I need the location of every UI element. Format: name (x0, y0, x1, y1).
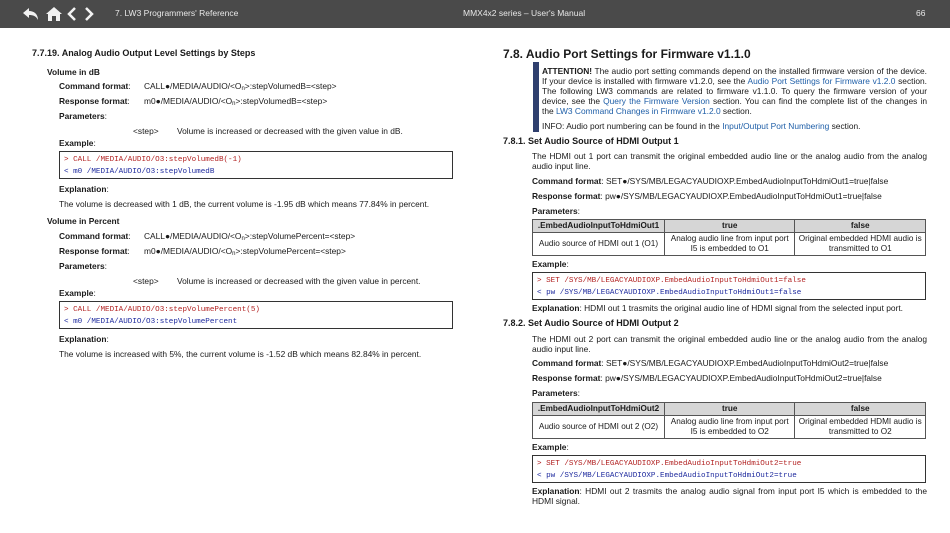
subheading-volume-percent: Volume in Percent (47, 216, 120, 226)
example-request-line: > SET /SYS/MB/LEGACYAUDIOXP.EmbedAudioInputToHdmiOut2=true (537, 460, 802, 468)
example-request-line: > CALL /MEDIA/AUDIO/O3:stepVolumedB(-1) (64, 156, 242, 164)
section-heading-7-8-1: 7.8.1. Set Audio Source of HDMI Output 1 (503, 136, 679, 146)
document-title: MMX4x2 series – User's Manual (463, 8, 586, 18)
parameters-label: Parameters: (532, 206, 580, 216)
command-format-value: CALL●/MEDIA/AUDIO/<On>:stepVolumedB=<step> (144, 81, 337, 92)
table-cell: Audio source of HDMI out 1 (O1) (533, 233, 665, 256)
explanation-label: Explanation: (59, 334, 109, 344)
chevron-left-icon[interactable] (65, 4, 79, 24)
parameter-name: <step> (133, 126, 159, 136)
example-code-box (532, 455, 926, 483)
table-cell: Analog audio line from input port I5 is embedded to O1 (664, 233, 795, 256)
example-code-box (532, 272, 926, 300)
explanation-text: The volume is decreased with 1 dB, the current volume is -1.95 dB which means 77.84% in percent. (59, 199, 430, 209)
table-header-cell: .EmbedAudioInputToHdmiOut1 (533, 220, 665, 233)
example-label: Example: (59, 288, 96, 298)
response-format: Response format: pw●/SYS/MB/LEGACYAUDIOXP.EmbedAudioInputToHdmiOut1=true|false (532, 191, 882, 201)
response-format-label: Response format: (59, 96, 130, 106)
table-cell: Analog audio line from input port I5 is embedded to O2 (664, 416, 795, 439)
table-header-cell: .EmbedAudioInputToHdmiOut2 (533, 403, 665, 416)
parameters-label: Parameters: (59, 261, 107, 271)
command-format-label: Command format: (59, 231, 131, 241)
section-heading-7-7-19: 7.7.19. Analog Audio Output Level Settings by Steps (32, 48, 256, 58)
page-number: 66 (916, 8, 926, 18)
subheading-volume-db: Volume in dB (47, 67, 100, 77)
explanation-text: The volume is increased with 5%, the current volume is -1.52 dB which means 82.84% in percent. (59, 349, 422, 359)
table-cell: Original embedded HDMI audio is transmitted to O2 (795, 416, 926, 439)
example-request-line: > CALL /MEDIA/AUDIO/O3:stepVolumePercent(5) (64, 306, 260, 314)
example-code-box (59, 301, 453, 329)
table-header-row (533, 403, 926, 416)
command-format: Command format: SET●/SYS/MB/LEGACYAUDIOXP.EmbedAudioInputToHdmiOut2=true|false (532, 358, 889, 368)
response-format: Response format: pw●/SYS/MB/LEGACYAUDIOXP.EmbedAudioInputToHdmiOut2=true|false (532, 373, 882, 383)
section-description: The HDMI out 1 port can transmit the original embedded audio line or the analog audio from the analog audio input line. (532, 151, 927, 171)
example-label: Example: (532, 442, 569, 452)
top-navigation-bar (0, 0, 950, 28)
chevron-right-icon[interactable] (82, 4, 96, 24)
section-description: The HDMI out 2 port can transmit the original embedded audio line or the analog audio from the analog audio input line. (532, 334, 927, 354)
table-header-row (533, 220, 926, 233)
command-format: Command format: SET●/SYS/MB/LEGACYAUDIOXP.EmbedAudioInputToHdmiOut1=true|false (532, 176, 889, 186)
breadcrumb[interactable]: 7. LW3 Programmers' Reference (115, 8, 239, 18)
example-request-line: > SET /SYS/MB/LEGACYAUDIOXP.EmbedAudioInputToHdmiOut1=false (537, 277, 806, 285)
example-response-line: < pw /SYS/MB/LEGACYAUDIOXP.EmbedAudioInputToHdmiOut2=true (537, 472, 797, 480)
table-header-cell: true (664, 220, 795, 233)
return-icon[interactable] (20, 4, 42, 24)
response-format-value: m0●/MEDIA/AUDIO/<On>:stepVolumedB=<step> (144, 96, 328, 107)
link-audio-port-v120[interactable]: Audio Port Settings for Firmware v1.2.0 (747, 76, 896, 86)
parameters-label: Parameters: (532, 388, 580, 398)
table-row (533, 416, 926, 439)
explanation-label: Explanation: (59, 184, 109, 194)
table-cell: Audio source of HDMI out 2 (O2) (533, 416, 665, 439)
command-format-label: Command format: (59, 81, 131, 91)
example-code-box (59, 151, 453, 179)
explanation: Explanation: HDMI out 1 trasmits the original audio line of HDMI signal from the selected input port. (532, 303, 903, 313)
link-lw3-command-changes[interactable]: LW3 Command Changes in Firmware v1.2.0 (555, 106, 721, 116)
table-header-cell: true (664, 403, 795, 416)
example-label: Example: (532, 259, 569, 269)
parameter-table (532, 402, 926, 439)
link-query-firmware[interactable]: Query the Firmware Version (603, 96, 710, 106)
parameters-label: Parameters: (59, 111, 107, 121)
example-response-line: < m0 /MEDIA/AUDIO/O3:stepVolumePercent (64, 318, 238, 326)
parameter-description: Volume is increased or decreased with the given value in percent. (177, 276, 421, 286)
attention-bar (533, 62, 539, 132)
example-label: Example: (59, 138, 96, 148)
table-header-cell: false (795, 403, 926, 416)
parameter-name: <step> (133, 276, 159, 286)
example-response-line: < m0 /MEDIA/AUDIO/O3:stepVolumedB (64, 168, 215, 176)
table-row (533, 233, 926, 256)
explanation: Explanation: HDMI out 2 trasmits the analog audio signal from input port I5 which is embedded to the HDMI signal. (532, 486, 927, 506)
parameter-description: Volume is increased or decreased with the given value in dB. (177, 126, 403, 136)
example-response-line: < pw /SYS/MB/LEGACYAUDIOXP.EmbedAudioInputToHdmiOut1=false (537, 289, 802, 297)
parameter-table (532, 219, 926, 256)
table-cell: Original embedded HDMI audio is transmitted to O1 (795, 233, 926, 256)
info-note: INFO: Audio port numbering can be found in the Input/Output Port Numbering section. (542, 121, 861, 131)
section-heading-7-8-2: 7.8.2. Set Audio Source of HDMI Output 2 (503, 318, 679, 328)
response-format-label: Response format: (59, 246, 130, 256)
home-icon[interactable] (44, 4, 64, 24)
section-heading-7-8: 7.8. Audio Port Settings for Firmware v1.1.0 (503, 47, 751, 61)
attention-note: ATTENTION! The audio port setting commands depend on the installed firmware version of the device. If your device is installed with firmware v1.2.0, see the Audio Port Settings for Firmware v1.2.0 section. The following LW3 commands are related to firmware v1.1.0. To query the firmware version of your device, see the Query the Firmware Version section. You can find the complete list of the changes in the LW3 Command Changes in Firmware v1.2.0 section. (542, 66, 927, 116)
table-header-cell: false (795, 220, 926, 233)
response-format-value: m0●/MEDIA/AUDIO/<On>:stepVolumePercent=<step> (144, 246, 346, 257)
command-format-value: CALL●/MEDIA/AUDIO/<On>:stepVolumePercent=<step> (144, 231, 356, 242)
link-port-numbering[interactable]: Input/Output Port Numbering (722, 121, 830, 131)
